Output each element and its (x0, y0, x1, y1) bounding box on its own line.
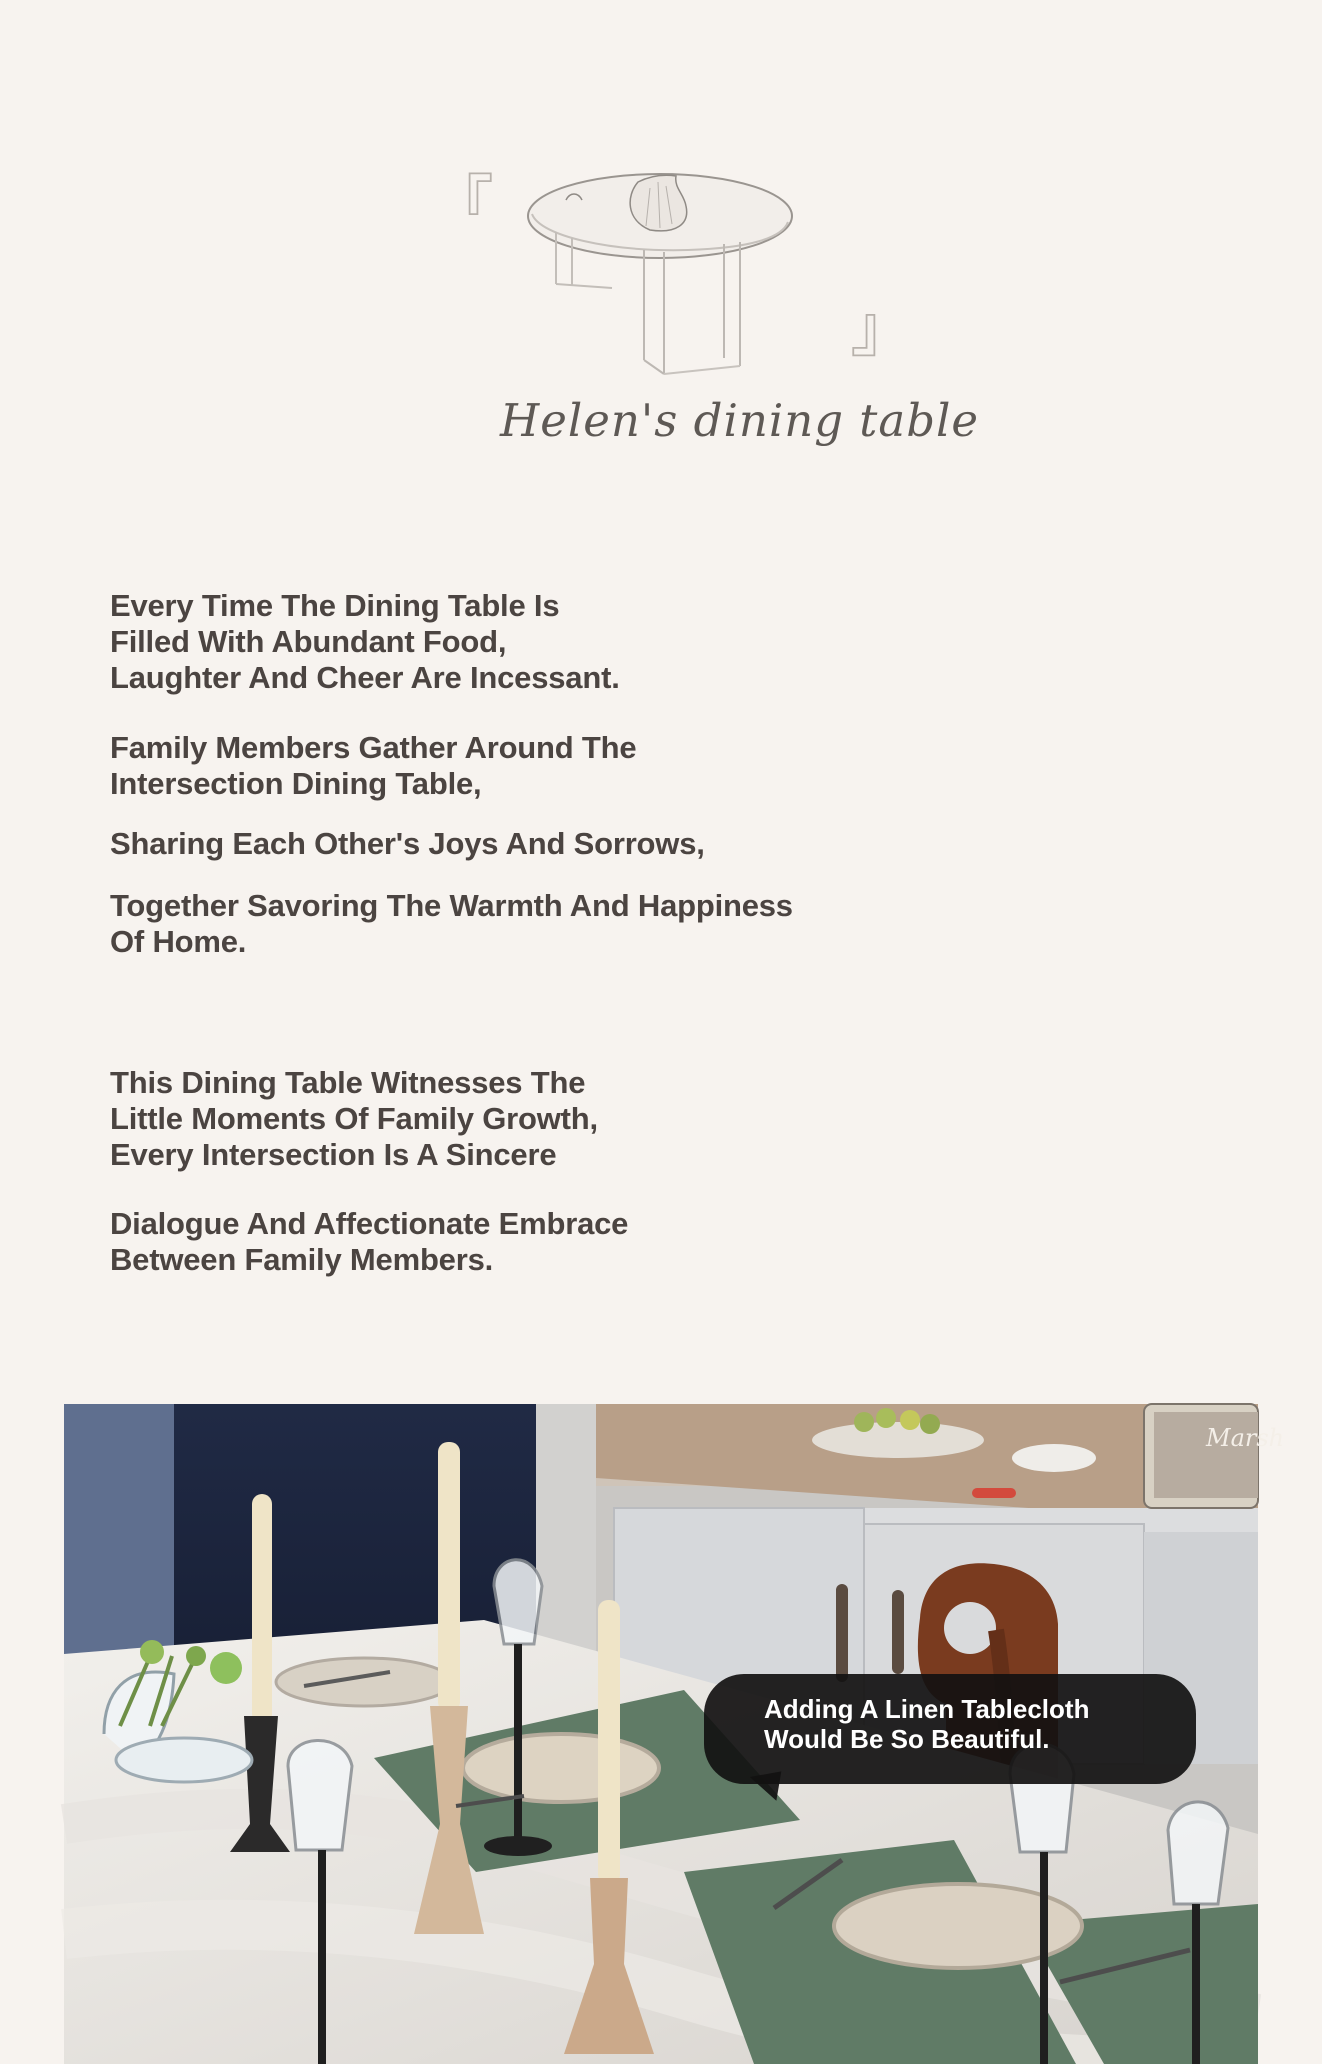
story-line: Every Time The Dining Table Is (110, 588, 560, 623)
story-line: Between Family Members. (110, 1242, 494, 1277)
story-line: Every Intersection Is A Sincere (110, 1137, 557, 1172)
story-line: Dialogue And Affectionate Embrace (110, 1206, 629, 1241)
caption-speech-bubble (704, 1674, 1196, 1784)
story-block-2 (110, 730, 870, 802)
brand-title: Helen's dining table (500, 394, 980, 447)
story-block-6 (110, 1206, 870, 1278)
right-bracket: 』 (850, 293, 914, 367)
story-line: Filled With Abundant Food, (110, 624, 507, 659)
story-block-1 (110, 588, 870, 696)
story-line: Little Moments Of Family Growth, (110, 1101, 598, 1136)
caption-line: Would Be So Beautiful. (764, 1724, 1050, 1754)
header-illustration (430, 150, 914, 380)
caption-line: Adding A Linen Tablecloth (764, 1694, 1090, 1724)
table-sketch-image (514, 158, 804, 383)
left-bracket: 『 (430, 169, 494, 243)
story-block-3 (110, 826, 870, 862)
story-line: Intersection Dining Table, (110, 766, 482, 801)
story-block-4 (110, 888, 870, 960)
story-line: Sharing Each Other's Joys And Sorrows, (110, 826, 705, 861)
story-line: Laughter And Cheer Are Incessant. (110, 660, 620, 695)
story-line: Family Members Gather Around The (110, 730, 637, 765)
speaker-brand-text: Marsh (1206, 1424, 1285, 1452)
speech-bubble-tail (750, 1771, 786, 1804)
story-line: Of Home. (110, 924, 247, 959)
story-line: Together Savoring The Warmth And Happiness (110, 888, 793, 923)
story-line: This Dining Table Witnesses The (110, 1065, 586, 1100)
story-block-5 (110, 1065, 870, 1173)
